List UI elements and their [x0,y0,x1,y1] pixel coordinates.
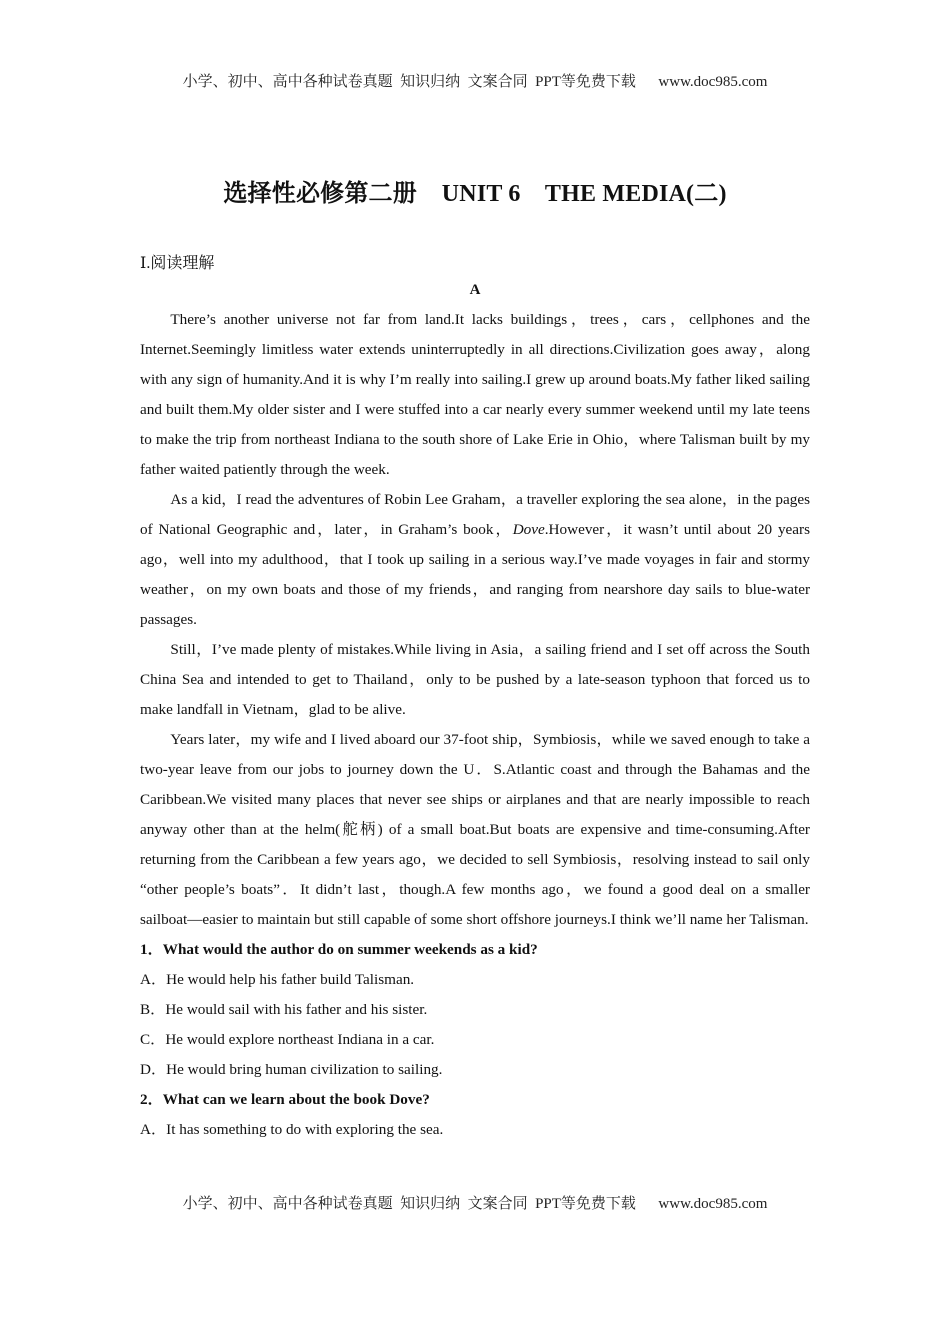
page-title: 选择性必修第二册 UNIT 6 THE MEDIA(二) [223,181,727,207]
paragraph-2-text-a: As a kid，I read the adventures of Robin Lee Graham，a traveller exploring the sea alone，in the pages of National Geographic and，later，in Graham’s book， [140,491,810,538]
question-1-option-d: D．He would bring human civilization to sailing. [140,1061,443,1078]
paragraph-1: There’s another universe not far from land.It lacks buildings，trees，cars，cellphones and the Internet.Seemingly limitless water extends uninterruptedly in all directions.Civilization goes away，along with any sign of humanity.And it is why I’m really into sailing.I grew up around boats.My father liked sailing and built them.My older sister and I were stuffed into a car nearly every summer weekend until my late teens to make the trip from northeast Indiana to the south shore of Lake Erie in Ohio，where Talisman built by my father waited patiently through the week. [140,311,810,478]
question-2-stem: 2．What can we learn about the book Dove? [140,1091,430,1108]
question-1-option-c: C．He would explore northeast Indiana in a car. [140,1031,435,1048]
document-body [140,305,810,1145]
passage-label: A [469,282,481,298]
question-1-option-a: A．He would help his father build Talisman. [140,971,415,988]
question-2-option-a: A．It has something to do with exploring the sea. [140,1121,444,1138]
paragraph-4: Years later，my wife and I lived aboard our 37-foot ship，Symbiosis，while we saved enough to take a two-year leave from our jobs to journey down the U．S.Atlantic coast and through the Bahamas and the Caribbean.We visited many places that never see ships or airplanes and that are nearly impossible to reach anyway other than at the helm(舵柄) of a small boat.But boats are expensive and time-consuming.After returning from the Caribbean a few years ago，we decided to sell Symbiosis，resolving instead to sail only “other people’s boats”．It didn’t last，though.A few months ago，we found a good deal on a smaller sailboat—easier to maintain but still capable of some short offshore journeys.I think we’ll name her Talisman. [140,731,810,928]
question-1-option-b: B．He would sail with his father and his sister. [140,1001,428,1018]
section-heading: Ⅰ.阅读理解 [140,255,215,272]
paragraph-2 [140,485,810,635]
page-header: 小学、初中、高中各种试卷真题 知识归纳 文案合同 PPT等免费下载 www.doc985.com [182,74,768,90]
question-1-stem: 1．What would the author do on summer weekends as a kid? [140,941,538,958]
paragraph-2-text-b: .However，it wasn’t until about 20 years ago，well into my adulthood，that I took up sailing in a serious way.I’ve made voyages in fair and stormy weather，on my own boats and those of my friends，and ranging from nearshore day sails to blue-water passages. [140,521,810,628]
paragraph-3: Still，I’ve made plenty of mistakes.While living in Asia，a sailing friend and I set off across the South China Sea and intended to get to Thailand，only to be pushed by a late-season typhoon that forced us to make landfall in Vietnam，glad to be alive. [140,641,810,718]
book-title: Dove [512,521,545,538]
page-footer: 小学、初中、高中各种试卷真题 知识归纳 文案合同 PPT等免费下载 www.doc985.com [182,1196,768,1212]
